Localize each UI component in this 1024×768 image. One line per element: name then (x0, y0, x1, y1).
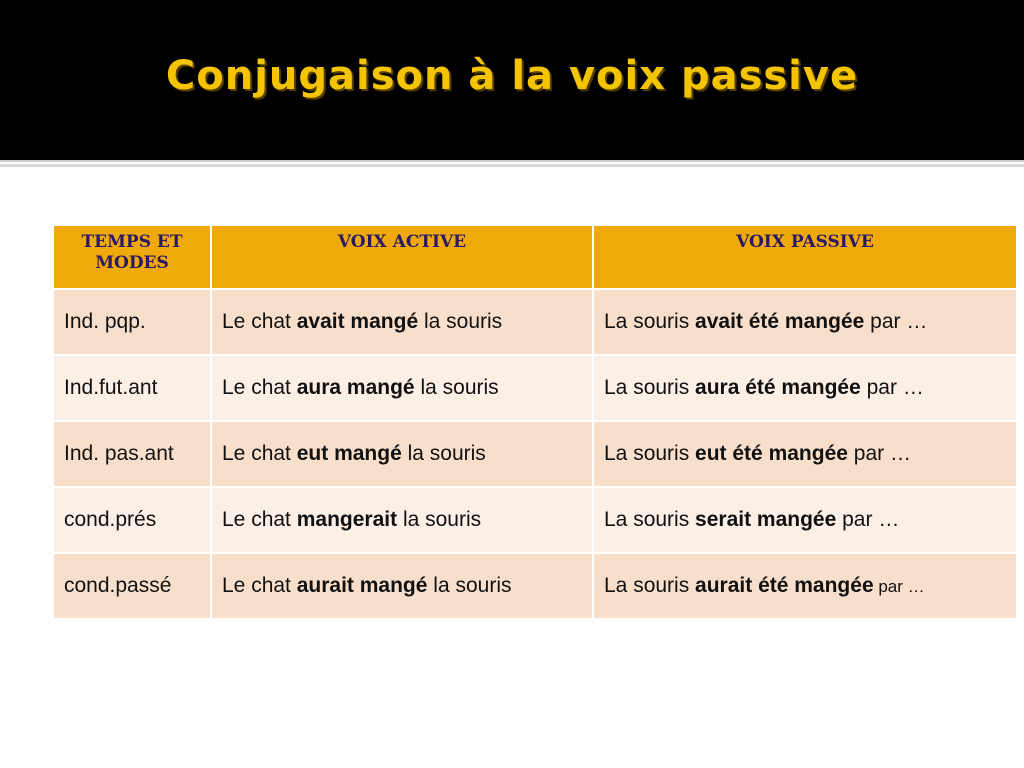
header-temps-et-modes: TEMPS ET MODES (53, 225, 211, 289)
title-divider-secondary (0, 164, 1024, 167)
active-verb: mangerait (296, 508, 398, 531)
passive-verb: eut été mangée (695, 442, 848, 465)
active-object: la souris (414, 376, 499, 399)
passive-verb: aura été mangée (695, 376, 861, 399)
passive-subject: La souris (604, 442, 696, 465)
passive-agent: par … (864, 310, 928, 333)
active-verb: aurait mangé (296, 574, 428, 597)
passive-voice-cell (593, 355, 1017, 421)
passive-subject: La souris (604, 508, 696, 531)
passive-subject: La souris (604, 310, 696, 333)
active-subject: Le chat (222, 376, 297, 399)
header-voix-active: VOIX ACTIVE (211, 225, 593, 289)
active-subject: Le chat (222, 310, 297, 333)
passive-voice-cell (593, 553, 1017, 619)
active-object: la souris (401, 442, 486, 465)
table-row (53, 553, 1017, 619)
table-row (53, 355, 1017, 421)
mode-cell: Ind. pas.ant (53, 421, 211, 487)
mode-cell: Ind. pqp. (53, 289, 211, 355)
active-voice-cell (211, 421, 593, 487)
active-verb: aura mangé (296, 376, 415, 399)
mode-cell: cond.passé (53, 553, 211, 619)
passive-voice-cell (593, 289, 1017, 355)
active-voice-cell (211, 355, 593, 421)
table-header-row (53, 225, 1017, 289)
mode-cell: cond.prés (53, 487, 211, 553)
active-object: la souris (427, 574, 512, 597)
active-object: la souris (418, 310, 503, 333)
header-voix-passive: VOIX PASSIVE (593, 225, 1017, 289)
passive-voice-cell (593, 487, 1017, 553)
passive-agent: par … (836, 508, 900, 531)
passive-subject: La souris (604, 574, 696, 597)
active-subject: Le chat (222, 574, 297, 597)
passive-agent: par … (847, 442, 911, 465)
active-voice-cell (211, 487, 593, 553)
active-verb: avait mangé (296, 310, 419, 333)
active-subject: Le chat (222, 508, 297, 531)
passive-verb: avait été mangée (695, 310, 865, 333)
slide-title: Conjugaison à la voix passive (165, 53, 859, 99)
active-voice-cell (211, 289, 593, 355)
passive-agent: par … (873, 577, 925, 596)
passive-verb: serait mangée (695, 508, 837, 531)
active-verb: eut mangé (296, 442, 402, 465)
conjugation-table (52, 224, 1018, 620)
passive-agent: par … (860, 376, 924, 399)
passive-subject: La souris (604, 376, 696, 399)
table-row (53, 289, 1017, 355)
active-voice-cell (211, 553, 593, 619)
active-object: la souris (397, 508, 482, 531)
active-subject: Le chat (222, 442, 297, 465)
passive-voice-cell (593, 421, 1017, 487)
table-row (53, 487, 1017, 553)
mode-cell: Ind.fut.ant (53, 355, 211, 421)
title-divider (0, 160, 1024, 162)
table-row (53, 421, 1017, 487)
passive-verb: aurait été mangée (695, 574, 874, 597)
